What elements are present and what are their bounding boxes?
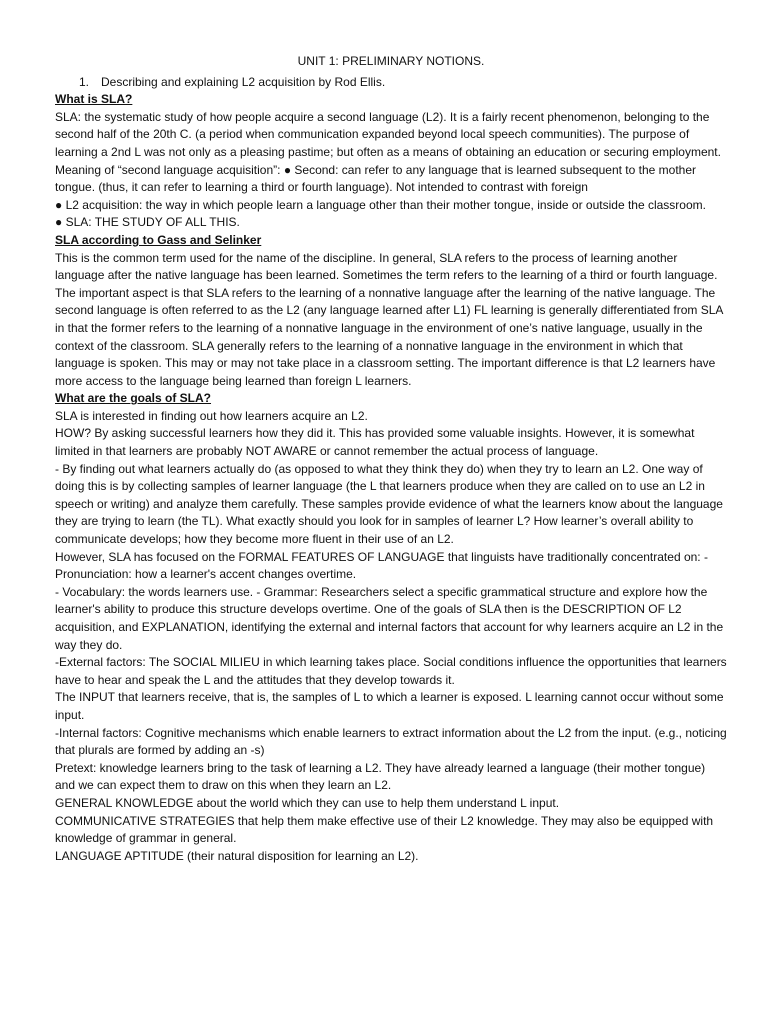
paragraph: - Vocabulary: the words learners use. - Grammar: Researchers select a specific grammatical structure and explore how the learner's ability to produce this structure develops overtime. One of the goals of SLA then is the DESCRIPTION OF L2 acquisition, and EXPLANATION, identifying the external and internal factors that account for why learners acquire an L2 in the way they do.	[55, 584, 724, 652]
paragraph: However, SLA has focused on the FORMAL FEATURES OF LANGUAGE that linguists have traditionally concentrated on: - Pronunciation: how a learner's accent changes overtime.	[55, 549, 708, 582]
paragraph: COMMUNICATIVE STRATEGIES that help them make effective use of their L2 knowledge. They may also be equipped with knowledge of grammar in general.	[55, 813, 714, 846]
heading-what-is-sla: What is SLA?	[55, 92, 133, 107]
page-title: UNIT 1: PRELIMINARY NOTIONS.	[297, 54, 485, 68]
paragraph: LANGUAGE APTITUDE (their natural disposition for learning an L2).	[55, 848, 419, 863]
paragraph: -Internal factors: Cognitive mechanisms which enable learners to extract information about the L2 from the input. (e.g., noticing that plurals are formed by adding an -s)	[55, 725, 727, 758]
item-number: 1.	[79, 74, 90, 89]
paragraph: ● L2 acquisition: the way in which people learn a language other than their mother tongue, inside or outside the classroom.	[55, 197, 706, 212]
paragraph: SLA is interested in finding out how learners acquire an L2.	[55, 408, 368, 423]
paragraph: Pretext: knowledge learners bring to the task of learning a L2. They have already learned a language (their mother tongue) and we can expect them to draw on this when they learn an L2.	[55, 760, 706, 793]
numbered-item	[55, 74, 727, 92]
document-content	[55, 53, 727, 865]
paragraph: - By finding out what learners actually do (as opposed to what they think they do) when they try to learn an L2. One way of doing this is by collecting samples of learner language (the L that learners produce when they are called on to use an L2 in speech or writing) and analyze them carefully. These samples provide evidence of what the learners know about the language they are trying to learn (the TL). What exactly should you look for in samples of learner L? How learner’s overall ability to communicate develops; how they become more fluent in their use of an L2.	[55, 461, 723, 547]
paragraph: SLA: the systematic study of how people acquire a second language (L2). It is a fairly recent phenomenon, belonging to the second half of the 20th C. (a period when communication expanded beyond local speech communities). The purpose of learning a 2nd L was not only as a pleasing pastime; but often as a means of obtaining an education or securing employment.	[55, 109, 721, 159]
paragraph: This is the common term used for the name of the discipline. In general, SLA refers to the process of learning another language after the native language has been learned. Sometimes the term refers to the learning of a third or fourth language. The important aspect is that SLA refers to the learning of a nonnative language after the learning of the native language. The second language is often referred to as the L2 (any language learned after L1) FL learning is generally differentiated from SLA in that the former refers to the learning of a nonnative language in the environment of one’s native language, usually in the context of the classroom. SLA generally refers to the learning of a nonnative language in the environment in which that language is spoken. This may or may not take place in a classroom setting. The important difference is that L2 learners have more access to the language being learned than foreign L learners.	[55, 250, 723, 388]
paragraph: -External factors: The SOCIAL MILIEU in which learning takes place. Social conditions influence the opportunities that learners have to hear and speak the L and the attitudes that they develop towards it.	[55, 655, 727, 687]
paragraph: GENERAL KNOWLEDGE about the world which they can use to help them understand L input.	[55, 795, 560, 810]
heading-goals-of-sla: What are the goals of SLA?	[55, 391, 212, 406]
heading-gass-selinker: SLA according to Gass and Selinker	[55, 232, 262, 247]
item-text: Describing and explaining L2 acquisition by Rod Ellis.	[101, 74, 386, 89]
paragraph: Meaning of “second language acquisition”: ● Second: can refer to any language that is learned subsequent to the mother tongue. (thus, it can refer to learning a third or fourth language). Not intended to contrast with foreign	[55, 162, 696, 195]
paragraph: HOW? By asking successful learners how they did it. This has provided some valuable insights. However, it is somewhat limited in that learners are probably NOT AWARE or cannot remember the actual process of language.	[55, 426, 695, 459]
paragraph: ● SLA: THE STUDY OF ALL THIS.	[55, 215, 240, 230]
paragraph: The INPUT that learners receive, that is, the samples of L to which a learner is exposed. L learning cannot occur without some input.	[55, 690, 724, 722]
